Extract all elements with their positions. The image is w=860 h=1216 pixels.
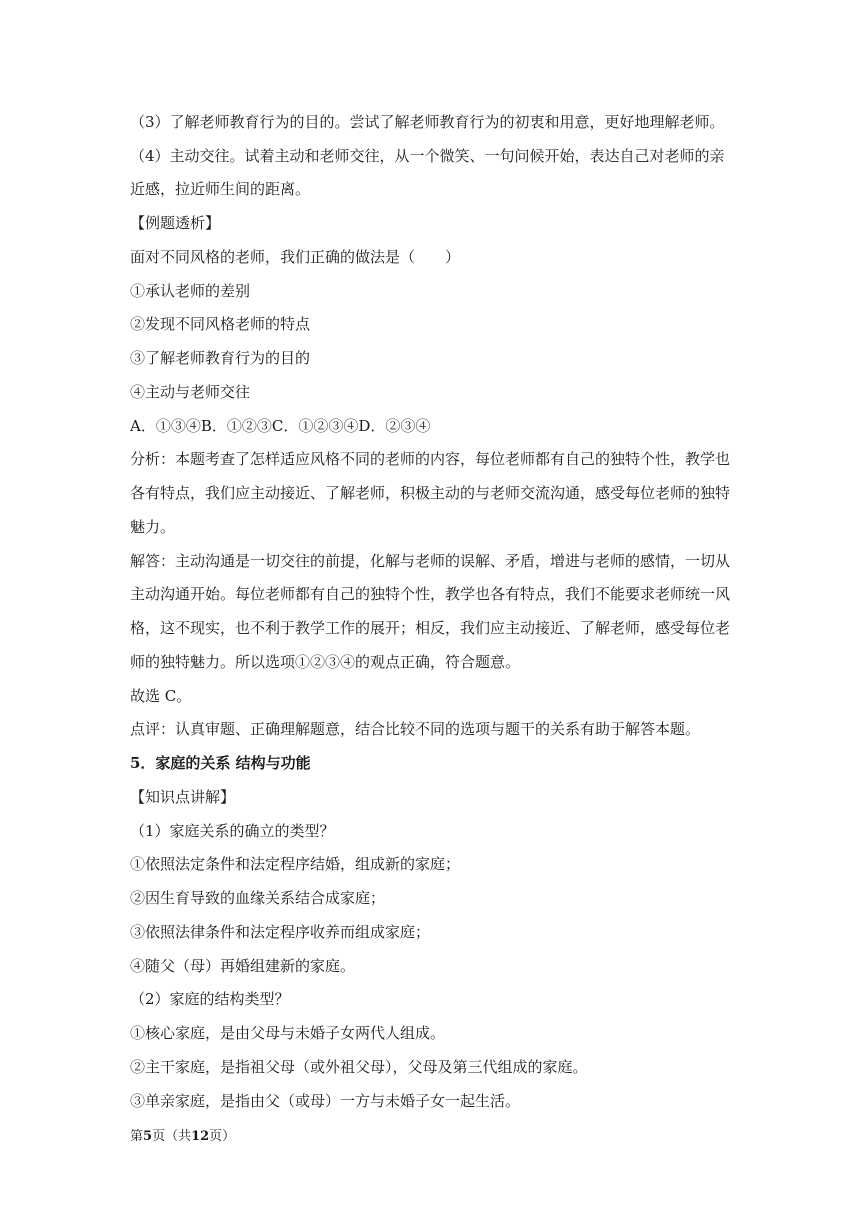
- option-item: ①承认老师的差别: [130, 282, 251, 300]
- subheading-line: （1）家庭关系的确立的类型？: [130, 822, 335, 840]
- page-footer: [130, 1128, 235, 1146]
- question-stem: 面对不同风格的老师，我们正确的做法是（ ）: [130, 248, 461, 266]
- footer-suffix: 页）: [209, 1129, 236, 1144]
- solution-line: 主动沟通开始。每位老师都有自己的独特个性，教学也各有特点，我们不能要求老师统一风: [130, 585, 731, 603]
- footer-prefix: 第: [130, 1129, 144, 1144]
- list-item: ①核心家庭，是由父母与未婚子女两代人组成。: [130, 1024, 446, 1042]
- subheading-line: （2）家庭的结构类型？: [130, 990, 290, 1008]
- section-heading: 【知识点讲解】: [130, 788, 236, 806]
- answer-line: 故选 C。: [130, 687, 192, 705]
- solution-line: 格，这不现实，也不利于教学工作的展开；相反，我们应主动接近、了解老师，感受每位老: [130, 619, 731, 637]
- footer-total-pages: 12: [191, 1129, 210, 1144]
- list-item: ②因生育导致的血缘关系结合成家庭；: [130, 889, 386, 907]
- comment-line: 点评：认真审题、正确理解题意，结合比较不同的选项与题干的关系有助于解答本题。: [130, 720, 701, 738]
- analysis-line: 分析：本题考查了怎样适应风格不同的老师的内容，每位老师都有自己的独特个性，教学也: [130, 450, 731, 468]
- list-item: ①依照法定条件和法定程序结婚，组成新的家庭；: [130, 855, 461, 873]
- section-heading: 【例题透析】: [130, 214, 221, 232]
- paragraph-line: （3）了解老师教育行为的目的。尝试了解老师教育行为的初衷和用意，更好地理解老师。: [130, 113, 725, 131]
- footer-page-number: 5: [143, 1129, 153, 1144]
- list-item: ④随父（母）再婚组建新的家庭。: [130, 957, 356, 975]
- paragraph-line: 近感，拉近师生间的距离。: [130, 180, 311, 198]
- analysis-line: 魅力。: [130, 518, 176, 536]
- list-item: ②主干家庭，是指祖父母（或外祖父母），父母及第三代组成的家庭。: [130, 1058, 588, 1076]
- analysis-line: 各有特点，我们应主动接近、了解老师，积极主动的与老师交流沟通，感受每位老师的独特: [130, 484, 731, 502]
- answer-choices: A．①③④B．①②③C．①②③④D．②③④: [130, 417, 431, 435]
- solution-line: 解答：主动沟通是一切交往的前提，化解与老师的误解、矛盾，增进与老师的感情，一切从: [130, 552, 731, 570]
- paragraph-line: （4）主动交往。试着主动和老师交往，从一个微笑、一句问候开始，表达自己对老师的亲: [130, 147, 725, 165]
- option-item: ②发现不同风格老师的特点: [130, 315, 311, 333]
- list-item: ③单亲家庭，是指由父（或母）一方与未婚子女一起生活。: [130, 1092, 521, 1110]
- footer-middle: 页（共: [152, 1129, 192, 1144]
- option-item: ④主动与老师交往: [130, 383, 251, 401]
- list-item: ③依照法律条件和法定程序收养而组成家庭；: [130, 923, 431, 941]
- solution-line: 师的独特魅力。所以选项①②③④的观点正确，符合题意。: [130, 653, 521, 671]
- option-item: ③了解老师教育行为的目的: [130, 349, 311, 367]
- topic-heading: 5．家庭的关系 结构与功能: [130, 754, 311, 772]
